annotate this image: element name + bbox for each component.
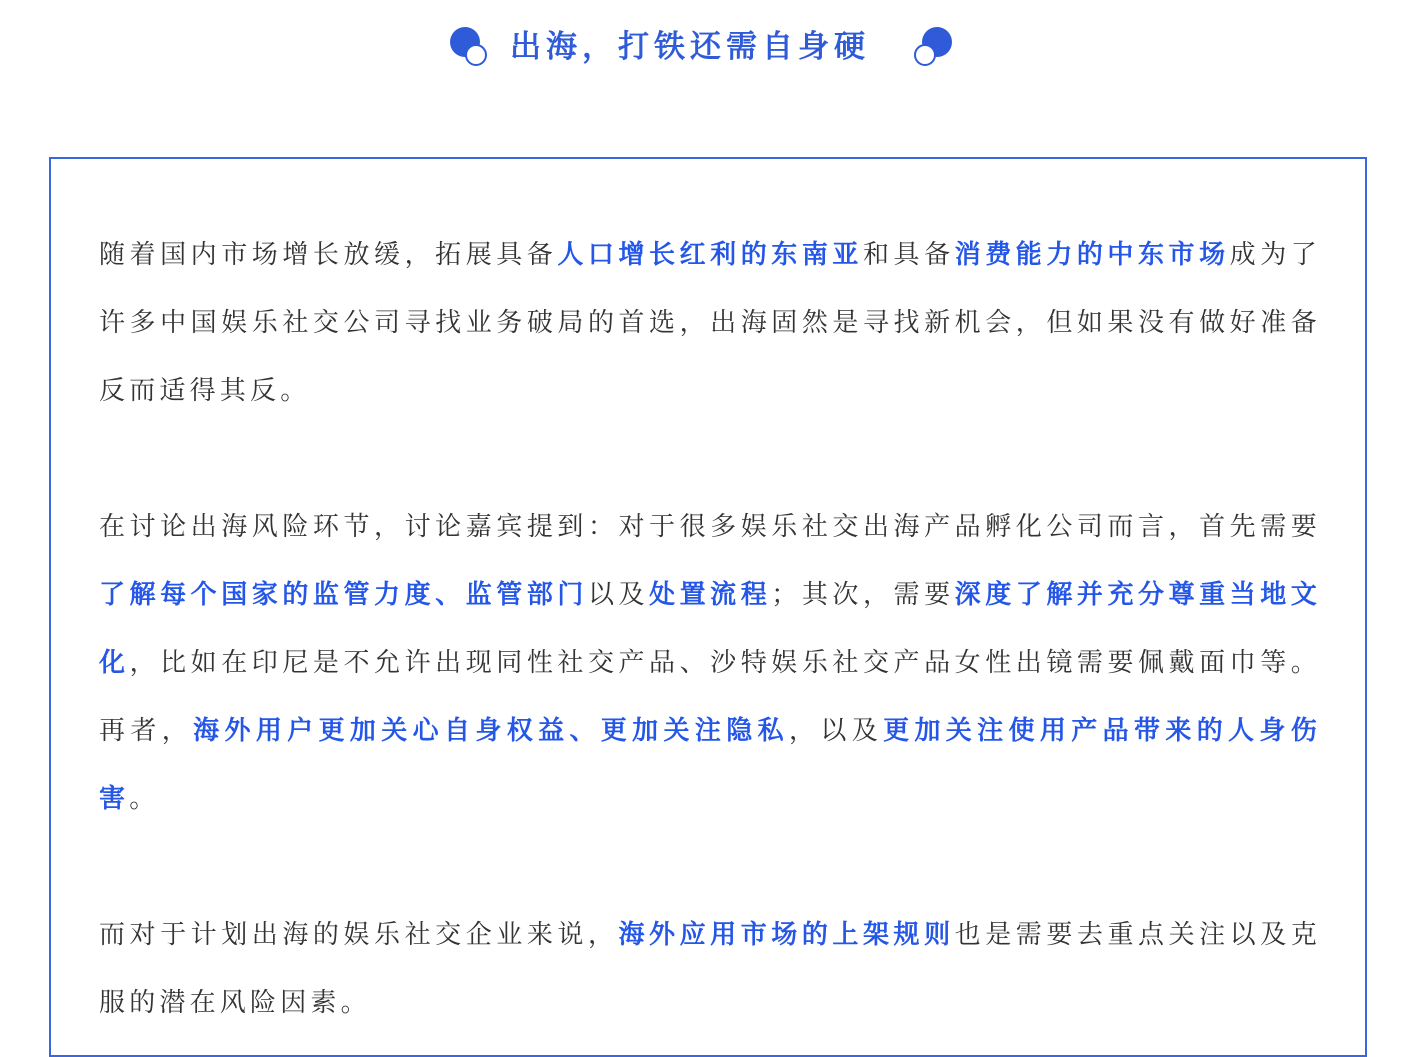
section-title: 出海，打铁还需自身硬 (510, 29, 870, 65)
text-segment: 以及 (587, 580, 650, 610)
double-circle-icon (908, 22, 958, 72)
highlight-local-culture: 深度了解并充分尊重当地文化 (99, 580, 1321, 678)
text-segment: 也是需要去重点关注以及克服的潜在风险因素。 (99, 920, 1322, 1018)
text-segment: 。 (129, 784, 160, 814)
highlight-southeast-asia: 人口增长红利的东南亚 (557, 240, 863, 270)
text-segment: 成为了许多中国娱乐社交公司寻找业务破局的首选，出海固然是寻找新机会，但如果没有做好准备反而适得其反。 (99, 240, 1321, 406)
text-segment: 随着国内市场增长放缓，拓展具备 (99, 240, 558, 270)
text-segment: 在讨论出海风险环节，讨论嘉宾提到：对于很多娱乐社交出海产品孵化公司而言，首先需要 (99, 512, 1321, 542)
paragraph-risk-discussion (99, 493, 1321, 833)
paragraph-store-rules (99, 901, 1321, 1037)
highlight-process: 处置流程 (649, 580, 772, 610)
highlight-personal-harm: 更加关注使用产品带来的人身伤害 (99, 716, 1321, 814)
text-segment: ；其次，需要 (771, 580, 955, 610)
text-segment: 和具备 (862, 240, 955, 270)
paragraph-market-expansion (99, 221, 1321, 425)
article-box (49, 157, 1367, 1057)
highlight-user-rights: 海外用户更加关心自身权益、更加关注隐私 (193, 716, 789, 746)
section-header (0, 0, 1418, 95)
highlight-middle-east: 消费能力的中东市场 (954, 240, 1230, 270)
text-segment: ，比如在印尼是不允许出现同性社交产品、沙特娱乐社交产品女性出镜需要佩戴面巾等。再者， (99, 648, 1321, 746)
text-segment: ，以及 (788, 716, 884, 746)
highlight-regulation: 了解每个国家的监管力度、监管部门 (99, 580, 588, 610)
double-circle-icon (446, 22, 496, 72)
text-segment: 而对于计划出海的娱乐社交企业来说， (99, 920, 619, 950)
highlight-store-rules: 海外应用市场的上架规则 (618, 920, 955, 950)
